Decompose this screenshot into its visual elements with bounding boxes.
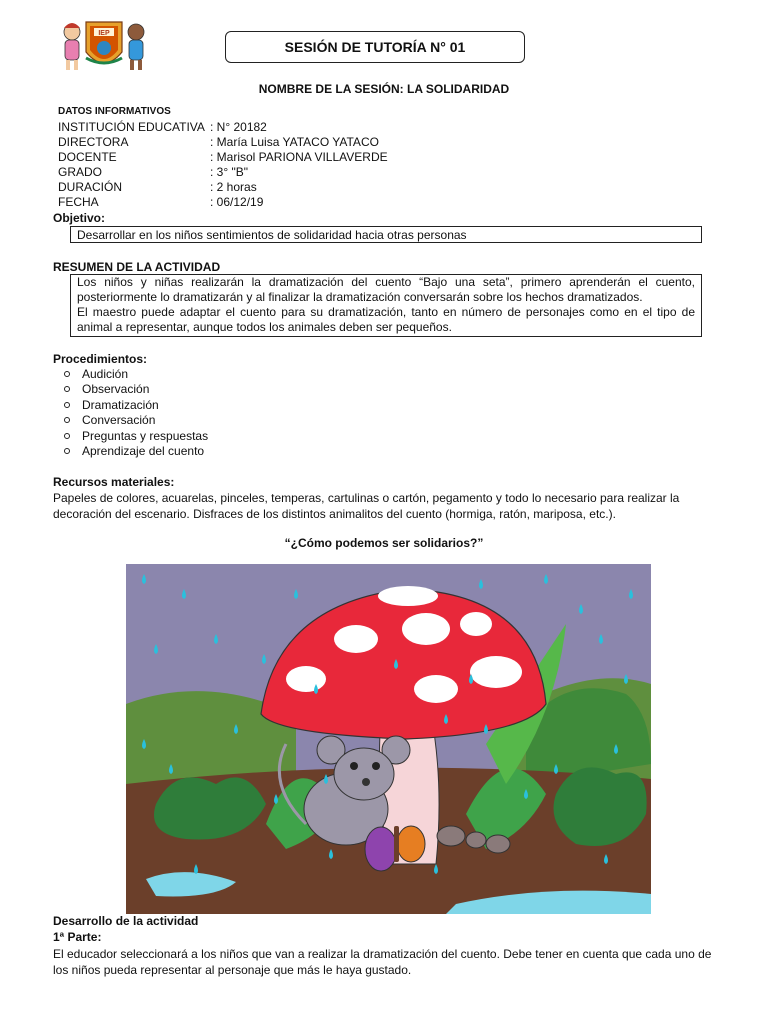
- info-value: : 06/12/19: [210, 195, 264, 209]
- objective-text: Desarrollar en los niños sentimientos de solidaridad hacia otras personas: [77, 228, 467, 242]
- info-label: INSTITUCIÓN EDUCATIVA: [58, 120, 205, 134]
- info-label: DIRECTORA: [58, 135, 129, 149]
- list-item: [64, 413, 208, 429]
- logo-text: IEP: [98, 30, 110, 37]
- objective-box: [70, 226, 702, 243]
- bullet-icon: [64, 448, 70, 454]
- info-value: : 2 horas: [210, 180, 257, 194]
- list-item: [64, 382, 208, 398]
- info-value: : María Luisa YATACO YATACO: [210, 135, 379, 149]
- info-label: GRADO: [58, 165, 103, 179]
- list-item: [64, 397, 208, 413]
- session-name: NOMBRE DE LA SESIÓN: LA SOLIDARIDAD: [258, 82, 510, 96]
- resources-title: Recursos materiales:: [53, 475, 175, 489]
- info-label: DOCENTE: [58, 150, 117, 164]
- list-item-text: Audición: [82, 366, 129, 381]
- part-text: El educador seleccionará a los niños que van a realizar la dramatización del cuento. Debe tener en cuenta que cada uno de los niños pueda representar al personaje que más le haya gustado.: [53, 947, 712, 977]
- bullet-icon: [64, 371, 70, 377]
- resources-text: Papeles de colores, acuarelas, pinceles, temperas, cartulinas o cartón, pegamento y todo lo necesario para realizar la decoración del escenario. Disfraces de los distintos animalitos del cuento (hormiga, ratón, mariposa, etc.).: [53, 491, 680, 521]
- mushroom-rain-illustration: [126, 564, 651, 914]
- bullet-icon: [64, 402, 70, 408]
- development-title: Desarrollo de la actividad: [53, 914, 199, 928]
- bullet-icon: [64, 417, 70, 423]
- part-title: 1ª Parte:: [53, 930, 102, 944]
- info-value: : N° 20182: [210, 120, 267, 134]
- list-item: [64, 366, 208, 382]
- summary-paragraph: Los niños y niñas realizarán la dramatización del cuento “Bajo una seta”, primero aprenderán el cuento, posteriormente lo dramatizarán y al finalizar la dramatización conversarán sobre los hechos dramatizados.: [77, 275, 695, 304]
- session-title: SESIÓN DE TUTORÍA N° 01: [225, 31, 525, 63]
- info-label: DURACIÓN: [58, 180, 123, 194]
- objective-title: Objetivo:: [53, 211, 106, 225]
- summary-box: [70, 274, 702, 337]
- summary-title: RESUMEN DE LA ACTIVIDAD: [53, 260, 221, 274]
- list-item-text: Preguntas y respuestas: [82, 428, 209, 443]
- list-item-text: Aprendizaje del cuento: [82, 444, 205, 459]
- procedures-title: Procedimientos:: [53, 352, 148, 366]
- list-item-text: Observación: [82, 382, 150, 397]
- procedures-list: [64, 366, 208, 459]
- list-item-text: Conversación: [82, 413, 156, 428]
- info-heading: DATOS INFORMATIVOS: [58, 106, 171, 117]
- bullet-icon: [64, 433, 70, 439]
- question-heading: “¿Cómo podemos ser solidarios?”: [284, 536, 484, 550]
- list-item-text: Dramatización: [82, 397, 159, 412]
- list-item: [64, 428, 208, 444]
- school-logo: [58, 18, 150, 76]
- summary-paragraph: El maestro puede adaptar el cuento para su dramatización, tanto en número de personajes como en el tipo de animal a representar, aunque todos los animales deben ser pequeños.: [77, 305, 695, 334]
- list-item: [64, 444, 208, 460]
- info-value: : 3° "B": [210, 165, 248, 179]
- bullet-icon: [64, 386, 70, 392]
- info-label: FECHA: [58, 195, 99, 209]
- info-value: : Marisol PARIONA VILLAVERDE: [210, 150, 388, 164]
